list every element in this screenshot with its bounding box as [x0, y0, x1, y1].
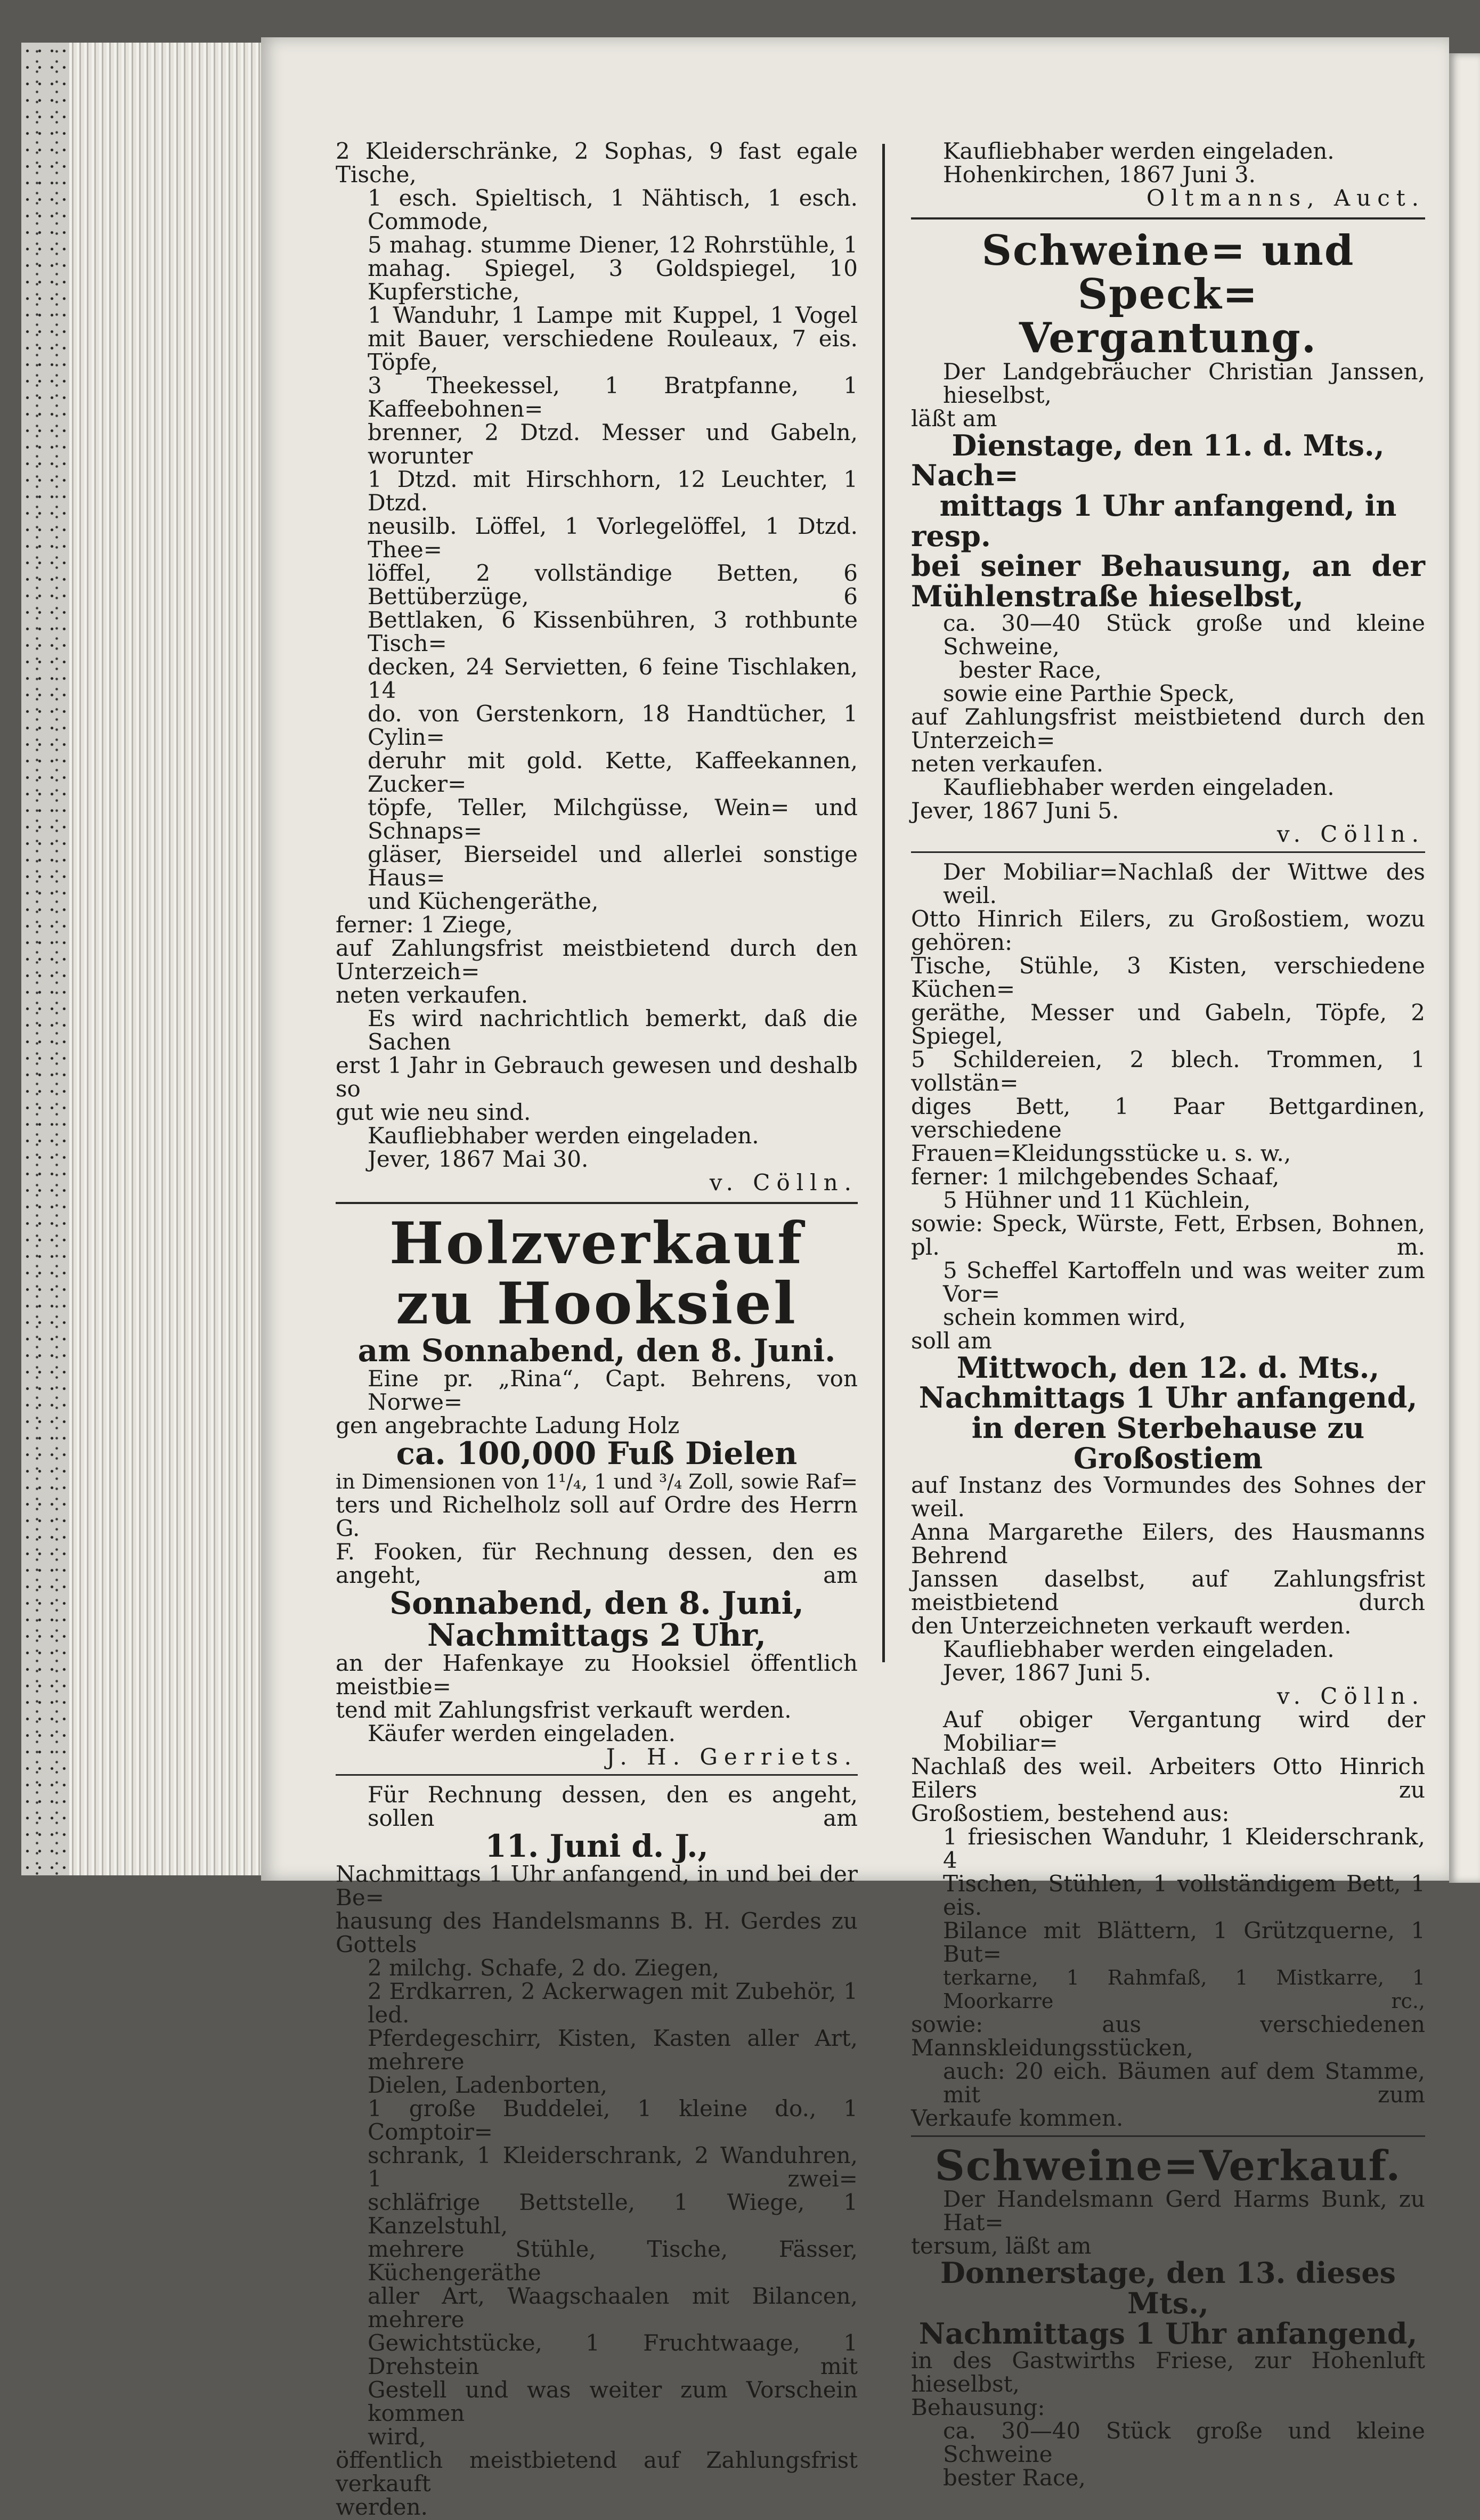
ad-date: am Sonnabend, den 8. Juni.	[357, 1332, 836, 1369]
text-line: sowie: Speck, Würste, Fett, Erbsen, Bohnen, pl. m.	[911, 1210, 1425, 1260]
text-line: decken, 24 Servietten, 6 feine Tischlaken, 14	[368, 654, 858, 703]
text-line: ca. 30—40 Stück große und kleine Schweine,	[943, 609, 1425, 660]
text-line: Nachlaß des weil. Arbeiters Otto Hinrich Eilers zu	[911, 1753, 1425, 1803]
ad-title: Holzverkauf	[389, 1210, 804, 1277]
text-line: hausung des Handelsmanns B. H. Gerdes zu	[336, 1908, 858, 1934]
ad-subtitle: zu Hooksiel	[396, 1270, 798, 1338]
text-line: Tischen, Stühlen, 1 vollständigem Bett, 1 eis.	[943, 1870, 1425, 1920]
signature: v. Cölln.	[709, 1169, 858, 1196]
place-date: Jever, 1867 Juni 5.	[911, 797, 1119, 824]
text-line: Der Landgebräucher Christian Janssen, hieselbst,	[943, 358, 1425, 408]
ad-place: bei seiner Behausung, an der	[911, 549, 1425, 583]
text-line: Tische, Stühle, 3 Kisten, verschiedene Küchen=	[911, 952, 1425, 1002]
ad-date: Mittwoch, den 12. d. Mts.,	[956, 1350, 1380, 1385]
ad-time: Nachmittags 2 Uhr,	[427, 1617, 766, 1654]
right-column	[911, 140, 1425, 2490]
text-line: Der Mobiliar=Nachlaß der Wittwe des weil.	[943, 858, 1425, 908]
text-line: Käufer werden eingeladen.	[368, 1720, 676, 1747]
text-line: brenner, 2 Dtzd. Messer und Gabeln, worunter	[368, 419, 858, 469]
text-line: bester Race,	[959, 656, 1102, 683]
text-line: bester Race,	[943, 2464, 1086, 2491]
text-line: schläfrige Bettstelle, 1 Wiege, 1 Kanzelstuhl,	[368, 2189, 858, 2239]
ad-date: Dienstage, den 11. d. Mts., Nach=	[911, 428, 1385, 493]
text-line: löffel, 2 vollständige Betten, 6 Bettüberzüge, 6	[368, 560, 858, 609]
text-line: terkarne, 1 Rahmfaß, 1 Mistkarre, 1 Moorkarre rc.,	[943, 1965, 1425, 2013]
text-line: 1 esch. Spieltisch, 1 Nähtisch, 1 esch. Commode,	[368, 185, 858, 234]
text-line: und Küchengeräthe,	[368, 888, 599, 914]
text-line: Auf obiger Vergantung wird der Mobiliar=	[943, 1706, 1425, 1756]
text-line: Frauen=Kleidungsstücke u. s. w.,	[911, 1140, 1291, 1166]
text-line: Kaufliebhaber werden eingeladen.	[368, 1123, 759, 1149]
text-line: Otto Hinrich Eilers, zu Großostiem, wozu gehören:	[911, 905, 1425, 955]
text-line: 5 Scheffel Kartoffeln und was weiter zum Vor=	[943, 1257, 1425, 1307]
text-line: Dielen, Ladenborten,	[368, 2072, 608, 2099]
text-line: Kaufliebhaber werden eingeladen.	[943, 1636, 1335, 1662]
text-line: Hohenkirchen, 1867 Juni 3.	[943, 161, 1256, 188]
ad-time: mittags 1 Uhr anfangend, in resp.	[911, 489, 1397, 553]
signature: v. Cölln.	[1276, 1682, 1425, 1709]
ad-title: Schweine=Verkauf.	[934, 2141, 1402, 2190]
text-line: 5 Schildereien, 2 blech. Trommen, 1 vollstän=	[911, 1046, 1425, 1096]
text-line: Verkaufe kommen.	[911, 2104, 1124, 2131]
text-line: mahag. Spiegel, 3 Goldspiegel, 10 Kupferstiche,	[368, 255, 858, 305]
text-line: gen angebrachte Ladung Holz	[336, 1412, 680, 1438]
text-line: Pferdegeschirr, Kisten, Kasten aller Art, mehrere	[368, 2025, 858, 2075]
text-line: Der Handelsmann Gerd Harms Bunk, zu Hat=	[943, 2186, 1425, 2236]
text-line: mehrere Stühle, Tische, Fässer, Küchengeräthe	[368, 2236, 858, 2286]
place-date: Jever, 1867 Juni 5.	[943, 1659, 1151, 1686]
text-line: 5 mahag. stumme Diener, 12 Rohrstühle, 1	[368, 232, 858, 258]
ad-date: 11. Juni d. J.,	[485, 1828, 709, 1865]
text-line: tersum, läßt am	[911, 2233, 1092, 2259]
text-line: Gewichtstücke, 1 Fruchtwaage, 1 Drehstein mit	[368, 2330, 858, 2380]
ad-place: in deren Sterbehause zu Großostiem	[971, 1411, 1365, 1475]
holzverkauf-ad	[336, 1210, 858, 1770]
text-line: 2 milchg. Schafe, 2 do. Ziegen,	[368, 1955, 720, 1981]
text-line: Bilance mit Blättern, 1 Grützquerne, 1 But=	[943, 1917, 1425, 1967]
text-line: ters und Richelholz soll auf Ordre des Herrn G.	[336, 1491, 858, 1541]
ad-time: Nachmittags 1 Uhr anfangend,	[918, 2316, 1418, 2351]
signature: J. H. Gerriets.	[606, 1744, 858, 1770]
text-line: Bettlaken, 6 Kissenbühren, 3 rothbunte Tisch=	[368, 607, 858, 656]
text-line: gläser, Bierseidel und allerlei sonstige Haus=	[368, 841, 858, 891]
text-line: Janssen daselbst, auf Zahlungsfrist meistbietend durch	[911, 1565, 1425, 1615]
signature: v. Cölln.	[1276, 820, 1425, 847]
text-line: aller Art, Waagschaalen mit Bilancen, mehrere	[368, 2283, 858, 2333]
text-line: schrank, 1 Kleiderschrank, 2 Wanduhren, 1 zwei=	[368, 2142, 858, 2192]
text-line: in des Gastwirths Friese, zur Hohenluft hieselbst,	[911, 2347, 1425, 2397]
text-line: 1 große Buddelei, 1 kleine do., 1 Comptoir=	[368, 2095, 858, 2145]
text-line: Gestell und was weiter zum Vorschein kommen	[368, 2377, 858, 2427]
text-line: Gottels	[336, 1931, 417, 1958]
text-line: ca. 30—40 Stück große und kleine Schweine	[943, 2417, 1425, 2467]
text-line: Großostiem, bestehend aus:	[911, 1800, 1230, 1826]
text-line: neten verkaufen.	[911, 750, 1104, 777]
text-line: soll am	[911, 1327, 992, 1354]
text-line: auf Zahlungsfrist meistbietend durch den Unterzeich=	[911, 703, 1425, 753]
text-line: Für Rechnung dessen, den es angeht, sollen am	[368, 1782, 858, 1832]
text-line: Behausung:	[911, 2394, 1045, 2420]
section-rule	[911, 2135, 1425, 2137]
text-line: neusilb. Löffel, 1 Vorlegelöffel, 1 Dtzd. Thee=	[368, 513, 858, 563]
section-rule	[911, 851, 1425, 853]
speckled-book-edge	[21, 43, 69, 1875]
text-line: Anna Margarethe Eilers, des Hausmanns Behrend	[911, 1518, 1425, 1568]
signature: Oltmanns, Auct.	[1146, 185, 1425, 211]
text-line: tend mit Zahlungsfrist verkauft werden.	[336, 1697, 792, 1724]
ad-place-2: Mühlenstraße hieselbst,	[911, 579, 1304, 614]
text-line: den Unterzeichneten verkauft werden.	[911, 1612, 1352, 1639]
ad-time: Nachmittags 1 Uhr anfangend,	[918, 1380, 1418, 1415]
section-rule	[911, 217, 1425, 220]
place-date: Jever, 1867 Mai 30.	[368, 1146, 589, 1172]
text-line: 1 Dtzd. mit Hirschhorn, 12 Leuchter, 1 Dtzd.	[368, 466, 858, 516]
section-rule	[336, 1202, 858, 1204]
ad-date-2: Sonnabend, den 8. Juni,	[389, 1584, 804, 1621]
text-line: sowie: aus verschiedenen Mannskleidungsstücken,	[911, 2011, 1425, 2061]
ad-title: Schweine= und Speck=	[981, 226, 1355, 319]
text-line: geräthe, Messer und Gabeln, Töpfe, 2 Spiegel,	[911, 999, 1425, 1049]
ad-title-2: Vergantung.	[1019, 313, 1317, 362]
text-line: erst 1 Jahr in Gebrauch gewesen und deshalb so	[336, 1052, 858, 1102]
text-line: in Dimensionen von 1¹/₄, 1 und ³/₄ Zoll, sowie Raf=	[336, 1469, 858, 1493]
eilers-ad	[911, 860, 1425, 2130]
text-line: deruhr mit gold. Kette, Kaffeekannen, Zucker=	[368, 747, 858, 797]
text-line: töpfe, Teller, Milchgüsse, Wein= und Schnaps=	[368, 794, 858, 844]
text-line: auch: 20 eich. Bäumen auf dem Stamme, mit zum	[943, 2058, 1425, 2108]
page-stack-edge	[69, 43, 261, 1875]
ad-date: Donnerstage, den 13. dieses Mts.,	[940, 2256, 1396, 2321]
text-line: Kaufliebhaber werden eingeladen.	[943, 774, 1335, 800]
text-line: mit Bauer, verschiedene Rouleaux, 7 eis. Töpfe,	[368, 326, 858, 375]
gerdes-ad	[336, 1783, 858, 2519]
text-line: Nachmittags 1 Uhr anfangend, in und bei der Be=	[336, 1861, 858, 1911]
text-line: Es wird nachrichtlich bemerkt, daß die Sachen	[368, 1005, 858, 1055]
text-line: 2 Erdkarren, 2 Ackerwagen mit Zubehör, 1 led.	[368, 1978, 858, 2028]
text-line: 1 Wanduhr, 1 Lampe mit Kuppel, 1 Vogel	[368, 302, 858, 328]
text-line: an der Hafenkaye zu Hooksiel öffentlich meistbie=	[336, 1650, 858, 1700]
text-line: werden.	[336, 2494, 428, 2520]
text-line: sowie eine Parthie Speck,	[943, 680, 1235, 706]
text-line: auf Zahlungsfrist meistbietend durch den Unterzeich=	[336, 935, 858, 985]
text-line: diges Bett, 1 Paar Bettgardinen, verschiedene	[911, 1093, 1425, 1143]
text-line: 3 Theekessel, 1 Bratpfanne, 1 Kaffeebohnen=	[368, 372, 858, 422]
schweine-verkauf-ad	[911, 2141, 1425, 2491]
text-line: ferner: 1 Ziege,	[336, 912, 513, 938]
text-line: do. von Gerstenkorn, 18 Handtücher, 1 Cylin=	[368, 701, 858, 750]
text-line: F. Fooken, für Rechnung dessen, den es angeht, am	[336, 1538, 858, 1588]
text-line: gut wie neu sind.	[336, 1099, 531, 1125]
facing-page-edge	[1449, 53, 1480, 1883]
section-rule	[336, 1774, 858, 1776]
text-line: ferner: 1 milchgebendes Schaaf,	[911, 1163, 1280, 1190]
text-line: wird,	[368, 2424, 426, 2450]
text-line: Eine pr. „Rina“, Capt. Behrens, von Norwe=	[368, 1365, 858, 1415]
text-line: auf Instanz des Vormundes des Sohnes der weil.	[911, 1472, 1425, 1522]
text-line: 5 Hühner und 11 Küchlein,	[943, 1186, 1251, 1213]
text-line: 1 friesischen Wanduhr, 1 Kleiderschrank, 4	[943, 1823, 1425, 1873]
ad-amount: ca. 100,000 Fuß Dielen	[396, 1435, 798, 1472]
text-line: schein kommen wird,	[943, 1304, 1186, 1330]
text-line: Kaufliebhaber werden eingeladen.	[943, 138, 1335, 164]
left-column	[336, 140, 858, 2519]
furniture-list	[336, 140, 858, 1194]
text-line: öffentlich meistbietend auf Zahlungsfrist verkauft	[336, 2447, 858, 2497]
column-divider	[882, 144, 885, 1662]
schweine-speck-ad	[911, 226, 1425, 847]
text-line: 2 Kleiderschränke, 2 Sophas, 9 fast egale Tische,	[336, 138, 858, 188]
text-line: läßt am	[911, 405, 997, 432]
text-line: neten verkaufen.	[336, 982, 528, 1008]
